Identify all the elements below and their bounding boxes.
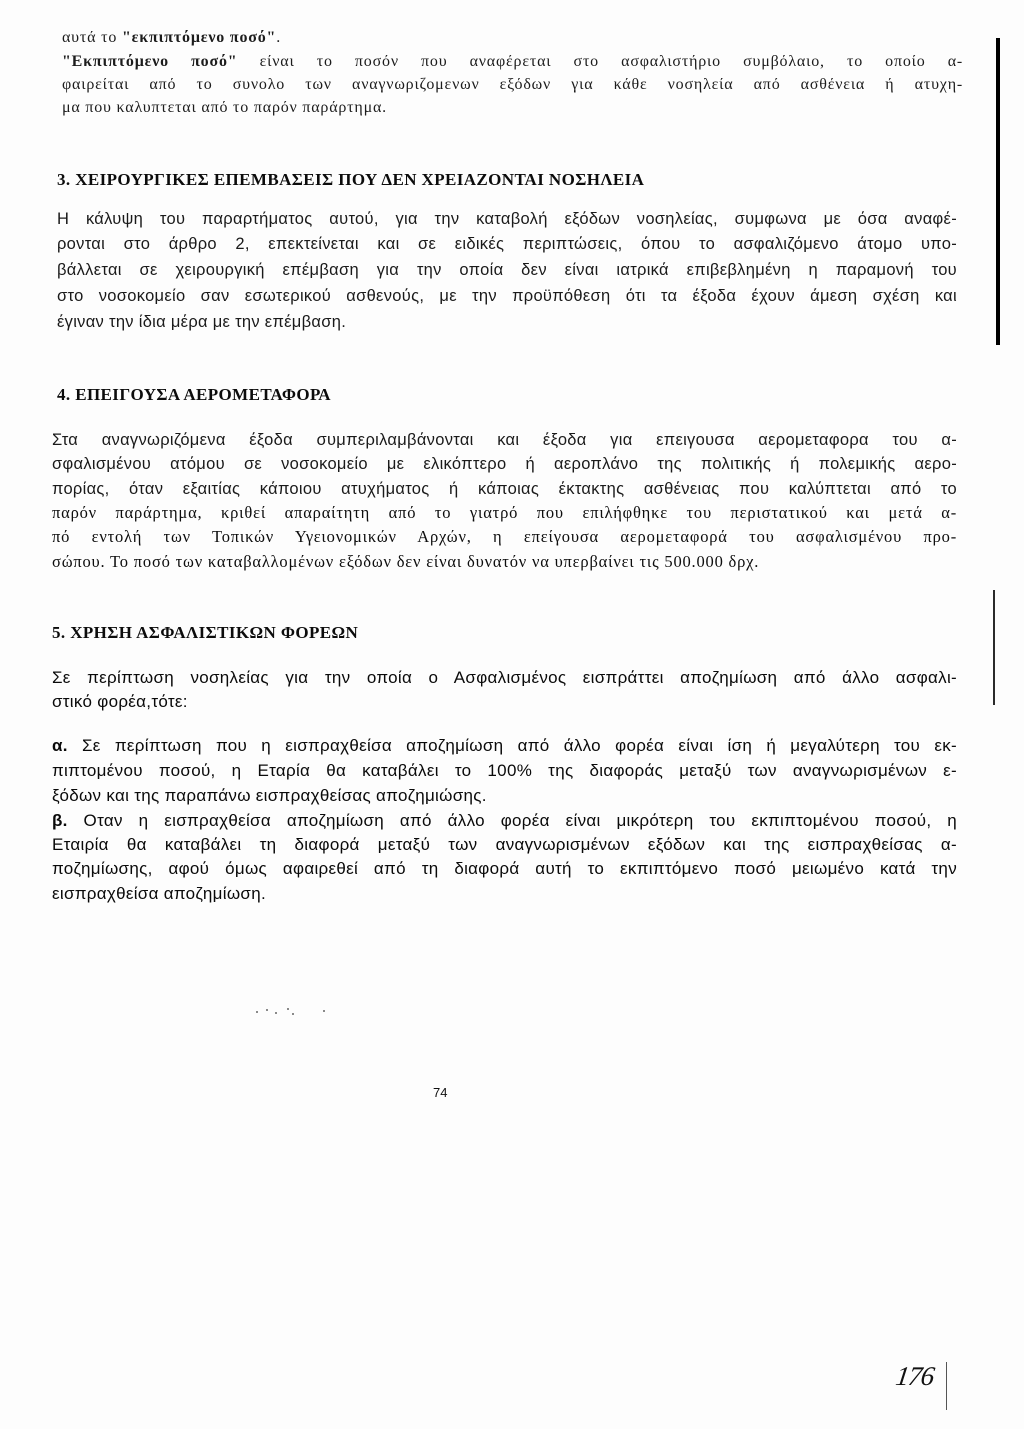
text-line: παρόν παράρτημα, κριθεί απαραίτητη από το γιατρό που επιλήφθηκε του περιστατικού και μετά α- — [52, 503, 957, 522]
bold-term: "εκπιπτόμενο ποσό" — [121, 29, 277, 46]
text-line: σφαλισμένου ατόμου σε νοσοκομείο με ελικόπτερο ή αεροπλάνο της πολιτικής ή πολεμικής αερο- — [52, 455, 957, 473]
scan-speck — [292, 1013, 294, 1015]
text-segment: αυτά το — [62, 29, 122, 46]
section-4-heading: 4. ΕΠΕΙΓΟΥΣΑ ΑΕΡΟΜΕΤΑΦΟΡΑ — [57, 385, 331, 404]
scan-speck — [287, 1008, 289, 1010]
intro-line-2 — [62, 51, 963, 73]
intro-line-3: φαιρείται από το συνολο των αναγνωριζομενων εξόδων για κάθε νοσηλεία από ασθένεια ή ατυχη- — [62, 76, 963, 93]
section-5-heading: 5. ΧΡΗΣΗ ΑΣΦΑΛΙΣΤΙΚΩΝ ΦΟΡΕΩΝ — [52, 623, 359, 642]
text-line: πό εντολή των Τοπικών Υγειονομικών Αρχών, η επείγουσα αερομεταφορά του ασφαλισμένου προ- — [52, 527, 957, 546]
text-segment: Σε περίπτωση που η εισπραχθείσα αποζημίωση από άλλο φορέα είναι ίση ή μεγαλύτερη του εκ- — [67, 736, 957, 755]
text-line: εισπραχθείσα αποζημίωση. — [52, 884, 266, 903]
scan-speck — [266, 1009, 268, 1011]
text-line: ρονται στο άρθρο 2, επεκτείνεται και σε ειδικές περιπτώσεις, όπου το ασφαλιζόμενο άτομο υπο- — [57, 235, 957, 253]
item-marker: β. — [52, 811, 68, 830]
section-3-heading: 3. ΧΕΙΡΟΥΡΓΙΚΕΣ ΕΠΕΜΒΑΣΕΙΣ ΠΟΥ ΔΕΝ ΧΡΕΙΑΖΟΝΤΑΙ ΝΟΣΗΛΕΙΑ — [57, 170, 645, 189]
text-segment: είναι το ποσόν που αναφέρεται στο ασφαλιστήριο συμβόλαιο, το οποίο α- — [237, 53, 964, 70]
text-line: Στα αναγνωριζόμενα έξοδα συμπεριλαμβάνονται και έξοδα για επειγουσα αερομεταφορα του α- — [52, 431, 957, 449]
text-segment: Οταν η εισπραχθείσα αποζημίωση από άλλο φορέα είναι μικρότερη του εκπιπτομένου ποσού, η — [67, 811, 957, 830]
scan-mark — [946, 1362, 947, 1410]
handwritten-page-number: 176 — [893, 1361, 936, 1391]
bold-term: "Εκπιπτόμενο ποσό" — [62, 53, 238, 70]
text-line: βάλλεται σε χειρουργική επέμβαση για την οποία δεν είναι ιατρικά επιβεβλημένη η παραμονή του — [57, 261, 957, 279]
intro-line-4: μα που καλυπτεται από το παρόν παράρτημα. — [62, 99, 387, 116]
text-line: ποζημίωσης, αφού όμως αφαιρεθεί από τη διαφορά αυτή το εκπιπτόμενο ποσό μειωμένο κατά την — [52, 859, 957, 878]
scan-edge-line — [996, 38, 1000, 345]
text-line: Η κάλυψη του παραρτήματος αυτού, για την καταβολή εξόδων νοσηλείας, συμφωνα με όσα αναφέ- — [57, 210, 957, 228]
scan-speck — [275, 1012, 277, 1014]
intro-line-1 — [62, 27, 963, 49]
text-line: Εταιρία θα καταβάλει τη διαφορά μεταξύ των αναγνωρισμένων εξόδων και της εισπραχθείσας α- — [52, 835, 957, 854]
scan-edge-line — [993, 590, 995, 705]
list-item-a-line — [52, 735, 957, 757]
item-marker: α. — [52, 736, 68, 755]
text-line: πορίας, όταν εξαιτίας κάποιου ατυχήματος ή κάποιας έκτακτης ασθένειας που καλύπτεται από το — [52, 480, 957, 498]
scan-speck — [323, 1010, 325, 1012]
list-item-b-line — [52, 810, 957, 832]
text-line: Σε περίπτωση νοσηλείας για την οποία ο Ασφαλισμένος εισπράττει αποζημίωση από άλλο ασφαλι- — [52, 668, 957, 687]
text-line: στικό φορέα,τότε: — [52, 692, 188, 711]
text-line: έγιναν την ίδια μέρα με την επέμβαση. — [57, 313, 347, 331]
text-line: πιπτομένου ποσού, η Εταρία θα καταβάλει το 100% της διαφοράς μεταξύ των αναγνωρισμένων ε- — [52, 761, 957, 780]
text-line: στο νοσοκομείο σαν εσωτερικού ασθενούς, με την προϋπόθεση ότι τα έξοδα έχουν άμεση σχέση και — [57, 287, 957, 305]
text-line: σώπου. Το ποσό των καταβαλλομένων εξόδων δεν είναι δυνατόν να υπερβαίνει τις 500.000 δρχ. — [52, 552, 760, 571]
page-number: 74 — [433, 1085, 448, 1100]
scan-speck — [256, 1011, 258, 1013]
text-line: ξόδων και της παραπάνω εισπραχθείσας αποζημιώσης. — [52, 786, 487, 805]
text-segment: . — [276, 29, 282, 46]
